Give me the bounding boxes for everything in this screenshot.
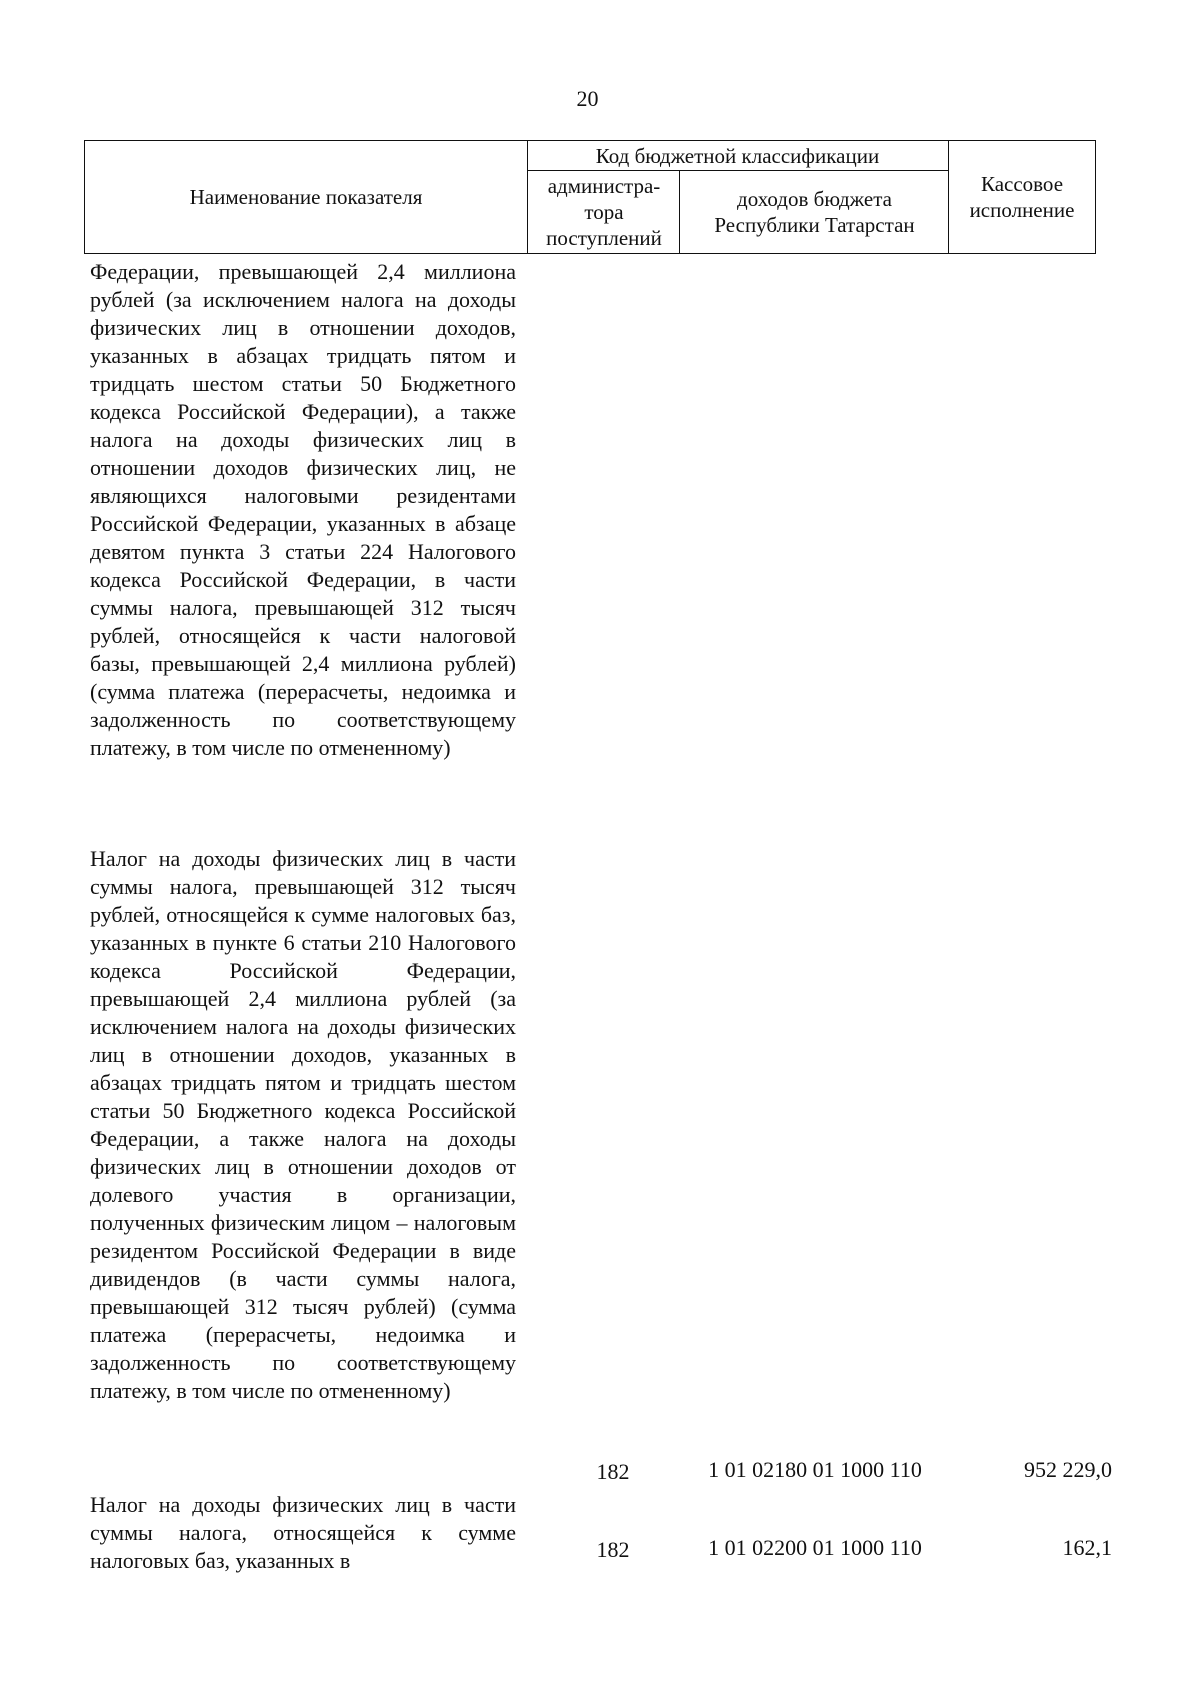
header-code-group: Код бюджетной классификации: [595, 143, 880, 168]
table-row-admin-code: 182: [596, 1459, 630, 1484]
table-row-name: Федерации, превышающей 2,4 миллиона рублей (за исключением налога на доходы физических лиц в отношении доходов, указанных в абзацах тридцать пятом и тридцать шестом статьи 50 Бюджетного кодекса Российской Федерации), а также налога на доходы физических лиц в отношении доходов физических лиц, не являющихся налоговыми резидентами Российской Федерации, указанных в абзаце девятом пункта 3 статьи 224 Налогового кодекса Российской Федерации, в части суммы налога, превышающей 312 тысяч рублей, относящейся к части налоговой базы, превышающей 2,4 миллиона рублей) (сумма платежа (перерасчеты, недоимка и задолженность по соответствующему платежу, в том числе по отмененному): [90, 259, 516, 760]
header-income-column: доходов бюджета Республики Татарстан: [714, 187, 915, 237]
header-name-column: Наименование показателя: [189, 184, 423, 209]
table-row-amount: 952 229,0: [1024, 1457, 1112, 1482]
table-row-name: Налог на доходы физических лиц в части суммы налога, относящейся к сумме налоговых баз, указанных в: [90, 1492, 516, 1573]
header-execution-column: Кассовое исполнение: [969, 171, 1075, 222]
header-divider: [527, 170, 948, 171]
table-row-amount: 162,1: [1062, 1535, 1112, 1560]
header-divider: [948, 141, 949, 253]
table-row-admin-code: 182: [596, 1537, 630, 1562]
table-header: [84, 140, 1096, 254]
table-row-name: Налог на доходы физических лиц в части суммы налога, превышающей 312 тысяч рублей, относящейся к сумме налоговых баз, указанных в пункте 6 статьи 210 Налогового кодекса Российской Федерации, превышающей 2,4 миллиона рублей (за исключением налога на доходы физических лиц в отношении доходов, указанных в абзацах тридцать пятом и тридцать шестом статьи 50 Бюджетного кодекса Российской Федерации, а также налога на доходы физических лиц в отношении доходов от долевого участия в организации, полученных физическим лицом – налоговым резидентом Российской Федерации в виде дивидендов (в части суммы налога, превышающей 312 тысяч рублей) (сумма платежа (перерасчеты, недоимка и задолженность по соответствующему платежу, в том числе по отмененному): [90, 846, 516, 1403]
header-admin-column: администра- тора поступлений: [546, 174, 662, 250]
table-row-income-code: 1 01 02180 01 1000 110: [708, 1457, 922, 1482]
table-row-income-code: 1 01 02200 01 1000 110: [708, 1535, 922, 1560]
header-divider: [679, 171, 680, 253]
page-number: 20: [576, 86, 599, 111]
